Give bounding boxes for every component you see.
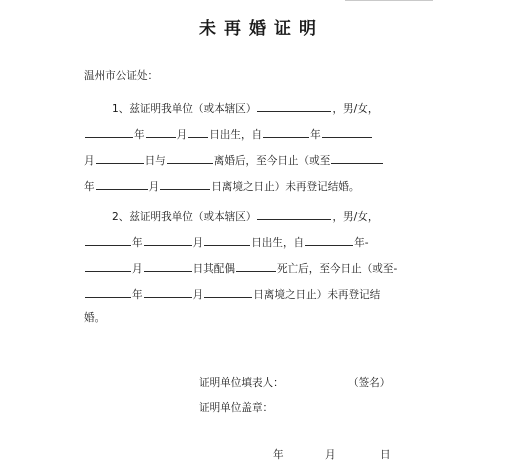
blank-depart-month: [160, 178, 210, 190]
filler-label: 证明单位填表人：: [199, 377, 284, 389]
p2-line-2: [84, 234, 369, 250]
blank-until-2: [85, 286, 131, 298]
p1-text-3b: 日与: [144, 155, 166, 167]
sign-note: （签名）: [348, 377, 391, 389]
p1-text-4c: 日离境之日止）未再登记结婚。: [211, 181, 360, 193]
p2-text-2c: 日出生，自: [251, 237, 305, 249]
addressee: [84, 69, 158, 83]
p1-text-4b: 月: [148, 181, 160, 193]
p1-text-2c: 日出生，自: [209, 129, 263, 141]
p2-text-5: 婚。: [84, 312, 106, 324]
page-title: 未再婚证明: [199, 19, 324, 39]
p1-text-2b: 月: [176, 129, 188, 141]
blank-birth-day: [188, 126, 208, 138]
blank-depart-month-2: [204, 286, 252, 298]
p1-text-1b: ，男/女，: [332, 103, 379, 115]
p2-line-3: [84, 260, 397, 276]
p1-text-2a: 年: [134, 129, 145, 141]
p2-text-2b: 月: [192, 237, 204, 249]
p2-text-3a: 月: [132, 263, 143, 275]
blank-birth-day-2: [204, 234, 250, 246]
date-year: 年: [273, 449, 284, 461]
date-day: 日: [380, 449, 391, 461]
blank-birth-month: [146, 126, 176, 138]
p1-line-1: [112, 100, 378, 116]
blank-spouse-name: [236, 260, 276, 272]
blank-death-month-pre: [85, 260, 131, 272]
blank-birth-year-2: [85, 234, 131, 246]
p2-text-3c: 死亡后，至今日止（或至-: [276, 263, 398, 275]
blank-divorce-month-pre: [322, 126, 372, 138]
blank-divorce-year: [263, 126, 309, 138]
p2-text-4c: 日离境之日止）未再登记结: [253, 289, 381, 301]
p1-line-2: [84, 126, 373, 142]
blank-birth-year: [85, 126, 133, 138]
p2-line-5: [84, 311, 105, 325]
p1-text-2d: 年: [310, 129, 321, 141]
p1-text-4a: 年: [84, 181, 95, 193]
top-divider: [345, 0, 433, 1]
p2-text-1a: 2、兹证明我单位（或本辖区）: [112, 211, 257, 223]
blank-death-year: [305, 234, 353, 246]
p2-text-4b: 月: [192, 289, 204, 301]
p2-text-2a: 年: [132, 237, 143, 249]
p2-text-3b: 日其配偶: [192, 263, 235, 275]
blank-death-day: [144, 260, 192, 272]
blank-name-2: [257, 208, 331, 220]
p2-text-1b: ，男/女，: [332, 211, 379, 223]
addressee-text: 温州市公证处：: [84, 70, 159, 82]
p1-text-1a: 1、兹证明我单位（或本辖区）: [112, 103, 257, 115]
blank-name: [257, 100, 331, 112]
p1-line-4: [84, 178, 360, 194]
blank-depart-year-2: [144, 286, 192, 298]
p1-text-3c: 离婚后，至今日止（或至: [213, 155, 331, 167]
p2-text-4a: 年: [132, 289, 143, 301]
blank-until: [331, 152, 383, 164]
blank-divorce-month: [96, 152, 144, 164]
p2-line-1: [112, 208, 378, 224]
p1-text-3a: 月: [84, 155, 95, 167]
blank-former-spouse: [167, 152, 213, 164]
p2-line-4: [84, 286, 380, 302]
blank-depart-year: [96, 178, 148, 190]
p2-text-2d: 年-: [354, 237, 369, 249]
blank-birth-month-2: [144, 234, 192, 246]
p1-line-3: [84, 152, 384, 168]
date-month: 月: [325, 449, 336, 461]
seal-label: 证明单位盖章：: [199, 402, 274, 414]
